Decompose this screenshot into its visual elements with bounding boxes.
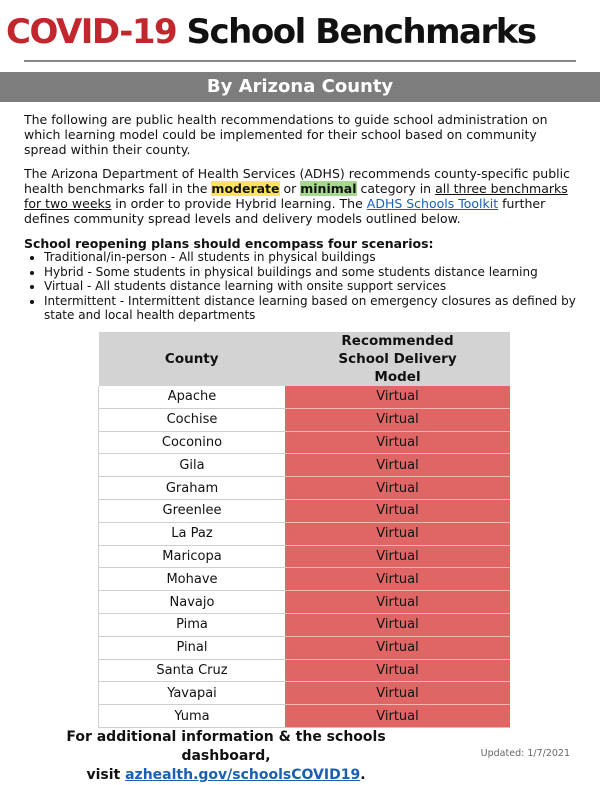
- county-cell: Cochise: [99, 408, 286, 431]
- model-column-header: Recommended School Delivery Model: [285, 332, 510, 386]
- footer-info: [46, 728, 406, 785]
- delivery-model-cell: Virtual: [285, 454, 510, 477]
- county-cell: Yuma: [99, 705, 286, 728]
- county-cell: Santa Cruz: [99, 659, 286, 682]
- county-cell: Mohave: [99, 568, 286, 591]
- table-row: [99, 705, 511, 728]
- table-row: [99, 431, 511, 454]
- table-header-row: [99, 332, 511, 386]
- county-cell: Apache: [99, 386, 286, 408]
- intro-paragraph: The following are public health recommendations to guide school administration on which learning model could be implemented for their school based on community spread within their county.: [24, 112, 548, 157]
- delivery-model-cell: Virtual: [285, 613, 510, 636]
- schools-dashboard-link[interactable]: azhealth.gov/schoolsCOVID19: [125, 767, 361, 783]
- delivery-model-cell: Virtual: [285, 477, 510, 500]
- p2-text-a: The Arizona Department of Health Services (ADHS) recommends county-specific public health benchmarks fall in the: [24, 166, 570, 196]
- scenario-item: • Virtual - All students distance learning with onsite support services: [44, 279, 580, 294]
- county-column-header: County: [99, 332, 286, 386]
- footer-line1: For additional information & the schools dashboard,: [66, 729, 386, 764]
- delivery-model-cell: Virtual: [285, 386, 510, 408]
- moderate-highlight: moderate: [211, 181, 280, 196]
- table-row: [99, 636, 511, 659]
- updated-date: Updated: 1/7/2021: [480, 748, 570, 759]
- county-cell: Maricopa: [99, 545, 286, 568]
- table-row: [99, 522, 511, 545]
- title-rule: [24, 60, 576, 62]
- delivery-model-cell: Virtual: [285, 499, 510, 522]
- p2-text-d: further defines community spread levels and delivery models outlined below.: [24, 196, 546, 226]
- table-row: [99, 386, 511, 408]
- table-row: [99, 499, 511, 522]
- table-row: [99, 591, 511, 614]
- county-cell: Navajo: [99, 591, 286, 614]
- footer-visit: visit: [86, 767, 126, 783]
- delivery-model-cell: Virtual: [285, 545, 510, 568]
- all-three-benchmarks: all three benchmarks for two weeks: [24, 181, 568, 211]
- county-table: [98, 332, 510, 728]
- county-cell: Graham: [99, 477, 286, 500]
- county-cell: Pinal: [99, 636, 286, 659]
- delivery-model-cell: Virtual: [285, 408, 510, 431]
- p2-text-c: in order to provide Hybrid learning. The: [111, 196, 367, 211]
- delivery-model-cell: Virtual: [285, 591, 510, 614]
- table-row: [99, 682, 511, 705]
- county-cell: Coconino: [99, 431, 286, 454]
- delivery-model-cell: Virtual: [285, 682, 510, 705]
- county-cell: Yavapai: [99, 682, 286, 705]
- table-row: [99, 408, 511, 431]
- adhs-toolkit-link[interactable]: ADHS Schools Toolkit: [366, 196, 499, 211]
- scenarios-heading: School reopening plans should encompass four scenarios:: [24, 236, 434, 251]
- p2-text-b: category in: [356, 181, 436, 196]
- county-cell: Pima: [99, 613, 286, 636]
- delivery-model-cell: Virtual: [285, 522, 510, 545]
- delivery-model-cell: Virtual: [285, 568, 510, 591]
- table-row: [99, 613, 511, 636]
- county-cell: Greenlee: [99, 499, 286, 522]
- table-row: [99, 454, 511, 477]
- scenario-item: • Traditional/in-person - All students in physical buildings: [44, 250, 580, 265]
- scenario-item: • Intermittent - Intermittent distance learning based on emergency closures as defined by state and local health departments: [44, 294, 580, 323]
- table-row: [99, 545, 511, 568]
- scenario-item: • Hybrid - Some students in physical buildings and some students distance learning: [44, 265, 580, 280]
- page-title: [6, 6, 596, 58]
- table-row: [99, 477, 511, 500]
- benchmark-paragraph: [24, 166, 580, 226]
- scenarios-list: [24, 250, 580, 323]
- delivery-model-cell: Virtual: [285, 636, 510, 659]
- delivery-model-cell: Virtual: [285, 431, 510, 454]
- table-row: [99, 568, 511, 591]
- county-cell: La Paz: [99, 522, 286, 545]
- minimal-highlight: minimal: [300, 181, 357, 196]
- subtitle-banner: By Arizona County: [0, 72, 600, 102]
- county-cell: Gila: [99, 454, 286, 477]
- table-row: [99, 659, 511, 682]
- title-covid: COVID-19: [6, 12, 177, 52]
- p2-text-or: or: [279, 181, 301, 196]
- delivery-model-cell: Virtual: [285, 659, 510, 682]
- title-benchmarks: School Benchmarks: [186, 12, 536, 52]
- footer-period: .: [360, 767, 366, 783]
- delivery-model-cell: Virtual: [285, 705, 510, 728]
